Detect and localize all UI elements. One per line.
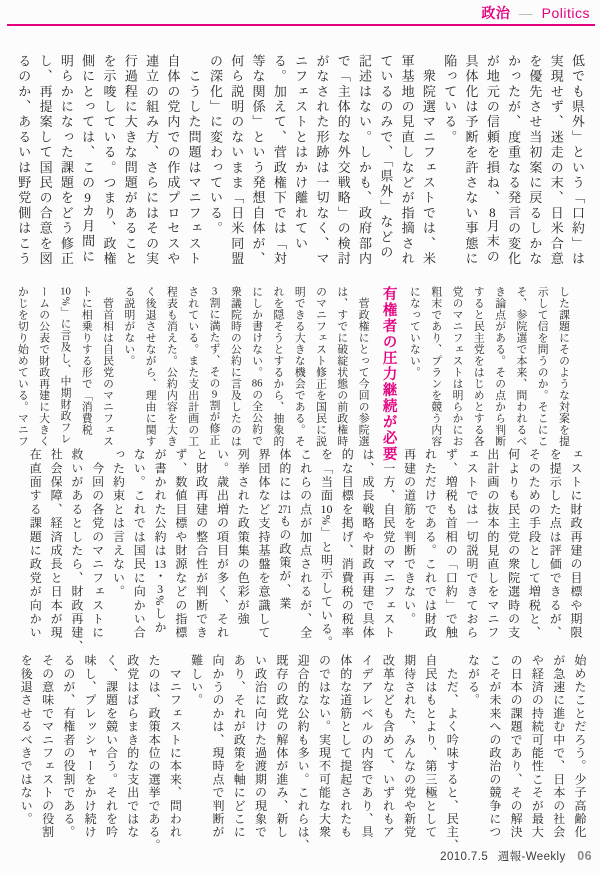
text-column: き論点がある。その点から判断 bbox=[494, 286, 507, 447]
text-column: るのが、有権者の役割である。 bbox=[61, 654, 76, 839]
text-column: るのか、あるいは野党側はこう bbox=[16, 54, 32, 267]
text-column: れただけである。これでは財政 bbox=[423, 448, 438, 640]
text-column: あり、それが政策を軸にどこに bbox=[232, 654, 247, 839]
text-column: そのための手段として増税と、 bbox=[527, 448, 542, 640]
text-column: で「主体的な外交戦略」の検討 bbox=[335, 54, 351, 267]
text-column: すると民主党をはじめとする各 bbox=[472, 286, 485, 447]
page-footer bbox=[440, 848, 592, 864]
text-column: たのは、政策本位の選挙である。 bbox=[147, 654, 162, 852]
text-column: かったが、度重なる発言の変化 bbox=[506, 54, 522, 267]
text-column: これらの点が加点されるが、全 bbox=[298, 448, 313, 640]
text-column: ェストに財政再建の目標や期限 bbox=[569, 448, 583, 640]
section-heading: 有権者の圧力継続が必要 bbox=[380, 286, 397, 462]
text-column: こそが未来への政治の競争につ bbox=[487, 654, 502, 839]
text-column: 改革なども含めて、いずれもア bbox=[381, 654, 396, 839]
text-column: その意味でマニフェストの役割 bbox=[40, 654, 55, 839]
text-column: 粗末であり、プランを競う内容 bbox=[430, 286, 443, 447]
text-column: こうした問題はマニフェスト bbox=[186, 54, 202, 267]
text-column: く、課題を競い合う。それを吟 bbox=[104, 654, 119, 839]
text-column: 体的な道筋として提起されたも bbox=[338, 654, 353, 839]
text-column: にしか書けない。86の全公約で bbox=[251, 286, 264, 447]
text-column: のではない。実現不可能な大衆 bbox=[317, 654, 332, 839]
text-band-2 bbox=[12, 286, 574, 462]
text-column: 衆院選マニフェストでは、米 bbox=[420, 54, 436, 267]
section-title-en: Politics bbox=[541, 5, 590, 21]
text-column: を提示した点は評価できるが、 bbox=[548, 448, 563, 640]
text-column: 10%」に言及し、中期財政フレ bbox=[59, 286, 72, 445]
text-column: は、すでに破綻状態の前政権時 bbox=[336, 286, 349, 447]
text-column: 菅政権にとって今回の参院選 bbox=[357, 286, 370, 447]
text-column: が急速に進む中で、日本の社会 bbox=[551, 654, 566, 839]
text-band-1 bbox=[13, 54, 588, 280]
text-column: れを隠そうとするから、抽象的 bbox=[272, 286, 285, 447]
text-column: 自民はもとより、第三極として bbox=[423, 654, 438, 839]
text-column: 政党はばらまき的な支出ではな bbox=[125, 654, 140, 839]
text-column: がなされた形跡は一切なく、マ bbox=[314, 54, 330, 267]
text-column: 始めたことだろう。少子高齢化 bbox=[573, 654, 587, 839]
text-column: 難しい。 bbox=[189, 654, 204, 707]
text-column: 3割に満たず、その9割が修正 bbox=[208, 286, 221, 446]
text-column: ながる。 bbox=[466, 654, 481, 707]
text-column: い。歳出増の項目が多く、それ bbox=[215, 448, 230, 640]
page-number: 06 bbox=[577, 849, 592, 863]
text-column: 期待された、みんなの党や新党 bbox=[402, 654, 417, 839]
text-column: 陥っている。 bbox=[442, 54, 458, 146]
text-column: ただ、よく吟味すると、民主、 bbox=[445, 654, 460, 852]
text-column: 今回の各党のマニフェストに bbox=[90, 448, 105, 640]
text-column: が地元の信頼を損ね、8月末の bbox=[484, 54, 500, 265]
text-column: 在直面する課題に政党が向かい bbox=[28, 448, 43, 640]
text-column: を「当面10%」と明示している。 bbox=[319, 448, 334, 650]
text-column: 界団体など支持基盤を意識して bbox=[257, 448, 272, 640]
text-column: 記述はない。しかも、政府部内 bbox=[357, 54, 373, 267]
text-column: は、成長戦略や財政再建で具体 bbox=[361, 448, 376, 640]
text-column: そ、参院選で本来、問われるべ bbox=[515, 286, 528, 447]
text-column: されている。また支出計画の工 bbox=[187, 286, 200, 447]
header-rule bbox=[7, 24, 595, 26]
text-column: る説明がない。 bbox=[123, 286, 136, 367]
text-column: る。加えて、菅政権下では「対 bbox=[271, 54, 287, 267]
text-column: ず、増税も首相の「口約」で触 bbox=[444, 448, 459, 640]
text-column: 示して信を問うのか。そこにこ bbox=[536, 286, 549, 447]
text-column: になっていない。 bbox=[408, 286, 421, 378]
text-column: イデアレベルの内容であり、具 bbox=[360, 654, 375, 839]
text-column: 何ら説明のないまま「日米同盟 bbox=[229, 54, 245, 267]
issue-date: 2010.7.5 bbox=[440, 851, 489, 863]
text-column: 一方、自民党のマニフェスト bbox=[381, 448, 396, 640]
text-column: 側にとっては、この9カ月間に bbox=[80, 54, 96, 265]
text-column: 菅首相は自民党のマニフェス bbox=[102, 286, 115, 447]
text-column: 自体の党内での作成プロセスや bbox=[165, 54, 181, 267]
text-column: 体的には271もの政策が、業 bbox=[277, 448, 292, 611]
text-column: を後退させるべきではない。 bbox=[19, 654, 34, 826]
text-column: と財政再建の整合性が判断でき bbox=[194, 448, 209, 640]
text-column: のマニフェスト修正を国民に説 bbox=[315, 286, 328, 447]
text-column: かじを切り始めている。マニフ bbox=[16, 286, 29, 447]
text-column: 既存の政党の解体が進み、新し bbox=[274, 654, 289, 839]
text-column: 連立の組み方、さらにはその実 bbox=[144, 54, 160, 267]
text-column: ず、数値目標や財源などの指標 bbox=[173, 448, 188, 640]
text-column: が書かれた公約は13・3%しか bbox=[153, 448, 168, 635]
text-column: ているのみで、「県外」などの bbox=[378, 54, 394, 261]
text-column: マニフェストに本来、問われ bbox=[168, 654, 183, 839]
text-column: の日本の課題であり、その解決 bbox=[509, 654, 524, 839]
text-column: トに相乗りする形で「消費税 bbox=[80, 286, 93, 436]
text-column: 救いがあるとしたら、財政再建、 bbox=[69, 448, 84, 654]
text-column: した課題にそのような対案を提 bbox=[558, 286, 570, 447]
text-column: 明らかになった課題をどう修正 bbox=[58, 54, 74, 267]
text-column: 向かうのかは、現時点で判断が bbox=[210, 654, 225, 839]
text-column: 党のマニフェストは明らかにお bbox=[451, 286, 464, 447]
text-column: 実現せず、迷走の末、日米合意 bbox=[548, 54, 564, 267]
text-column: い政治に向けた過渡期の現象で bbox=[253, 654, 268, 839]
text-column: 具体化は予断を許さない事態に bbox=[463, 54, 479, 267]
text-column: 迎合的な公約も多い。これらは、 bbox=[296, 654, 311, 852]
text-column: 低でも県外」という「口約」は bbox=[570, 54, 585, 267]
text-column: ームの公表で財政再建に大きく bbox=[38, 286, 51, 447]
text-column: 何よりも民主党の衆院選時の支 bbox=[506, 448, 521, 640]
section-header bbox=[481, 4, 590, 22]
text-column: 的な目標を掲げ、消費税の税率 bbox=[340, 448, 355, 640]
text-column: ニフェストとはかけ離れてい bbox=[293, 54, 309, 252]
publication-name: 週報-Weekly bbox=[497, 851, 566, 863]
text-column: の深化」に変わっている。 bbox=[207, 54, 223, 237]
text-column: 程表も消えた。公約内容を大き bbox=[165, 286, 178, 447]
text-column: く後退させながら、理由に関す bbox=[144, 286, 157, 447]
text-column: や経済の持続可能性こそが最大 bbox=[530, 654, 545, 839]
text-column: 等な関係」という発想自体が、 bbox=[250, 54, 266, 267]
text-column: 衆議院時の公約に言及したのは bbox=[229, 286, 242, 447]
text-column: 行過程に大きな問題があること bbox=[122, 54, 138, 267]
text-column: 社会保障、経済成長と日本が現 bbox=[49, 448, 64, 640]
text-column: 軍基地の見直しなどが指摘され bbox=[399, 54, 415, 267]
text-column: 再建の道筋を判断できない。 bbox=[402, 448, 417, 627]
section-title-dash: — bbox=[518, 5, 534, 21]
text-column: し、再提案して国民の合意を図 bbox=[37, 54, 53, 267]
text-column: 明できる大きな機会である。そ bbox=[293, 286, 306, 447]
text-band-3 bbox=[24, 448, 586, 654]
text-column: 味し、プレッシャーをかけ続け bbox=[83, 654, 98, 839]
text-column: ない。これでは国民に向かい合 bbox=[132, 448, 147, 640]
text-column: ェストでは一切説明できておら bbox=[465, 448, 480, 640]
text-column: った約束とは言えない。 bbox=[111, 448, 126, 599]
text-column: 列挙された政策集の色彩が強 bbox=[236, 448, 251, 627]
text-band-4 bbox=[15, 654, 590, 852]
text-column: を優先させ当初案に戻るしかな bbox=[527, 54, 543, 267]
text-column: 出計画の抜本的見直しをマニフ bbox=[485, 448, 500, 640]
text-column: を示唆している。つまり、政権 bbox=[101, 54, 117, 267]
section-title-jp: 政治 bbox=[481, 5, 511, 21]
